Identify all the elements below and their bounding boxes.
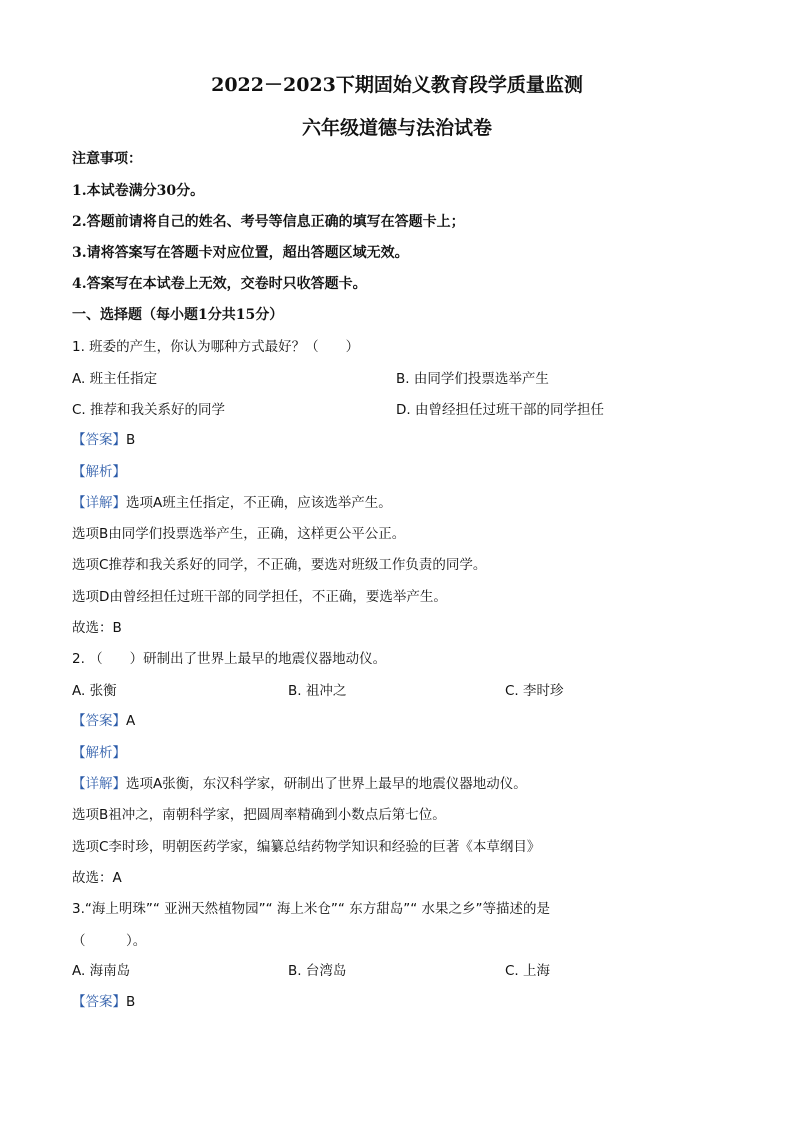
conclusion: 故选：A <box>72 870 122 886</box>
detail-tag: 【详解】 <box>72 776 126 792</box>
answer-line <box>72 712 135 730</box>
option-c: C. 李时珍 <box>505 683 564 699</box>
option-c: C. 推荐和我关系好的同学 <box>72 402 226 418</box>
detail-tag: 【详解】 <box>72 495 126 511</box>
detail-text: 选项A张衡，东汉科学家，研制出了世界上最早的地震仪器地动仪。 <box>126 776 527 792</box>
section-heading: 一、选择题（每小题1分共15分） <box>72 307 284 323</box>
exam-title: 2022－2023下期固始义教育段学质量监测 <box>211 74 583 96</box>
answer-value: A <box>126 713 136 729</box>
detail-line: 选项B祖冲之，南朝科学家，把圆周率精确到小数点后第七位。 <box>72 807 446 823</box>
option-b: B. 由同学们投票选举产生 <box>396 371 549 387</box>
detail-text: 选项A班主任指定，不正确，应该选举产生。 <box>126 495 392 511</box>
answer-value: B <box>126 432 136 448</box>
note-item: 3.请将答案写在答题卡对应位置，超出答题区域无效。 <box>72 245 409 261</box>
option-a: A. 张衡 <box>72 683 117 699</box>
answer-tag: 【答案】 <box>72 713 126 729</box>
question-stem: 1. 班委的产生，你认为哪种方式最好？（ ） <box>72 339 360 355</box>
option-c: C. 上海 <box>505 963 551 979</box>
analysis-tag: 【解析】 <box>72 464 126 480</box>
option-b: B. 祖冲之 <box>288 683 347 699</box>
detail-line <box>72 775 527 793</box>
answer-tag: 【答案】 <box>72 994 126 1010</box>
exam-subtitle: 六年级道德与法治试卷 <box>301 117 492 139</box>
option-d: D. 由曾经担任过班干部的同学担任 <box>396 402 604 418</box>
detail-line <box>72 494 392 512</box>
note-item: 2.答题前请将自己的姓名、考号等信息正确的填写在答题卡上； <box>72 214 465 230</box>
option-a: A. 海南岛 <box>72 963 131 979</box>
option-a: A. 班主任指定 <box>72 371 158 387</box>
note-item: 1.本试卷满分30分。 <box>72 183 205 199</box>
analysis-tag: 【解析】 <box>72 745 126 761</box>
option-b: B. 台湾岛 <box>288 963 347 979</box>
answer-tag: 【答案】 <box>72 432 126 448</box>
conclusion: 故选：B <box>72 620 122 636</box>
notes-heading: 注意事项： <box>72 151 142 167</box>
note-item: 4.答案写在本试卷上无效，交卷时只收答题卡。 <box>72 276 367 292</box>
answer-value: B <box>126 994 136 1010</box>
answer-line <box>72 431 135 449</box>
question-stem: 2. （ ）研制出了世界上最早的地震仪器地动仪。 <box>72 651 387 667</box>
detail-line: 选项B由同学们投票选举产生，正确，这样更公平公正。 <box>72 526 406 542</box>
detail-line: 选项C李时珍，明朝医药学家，编纂总结药物学知识和经验的巨著《本草纲目》 <box>72 839 541 855</box>
question-stem-cont: （ ）。 <box>72 933 147 949</box>
detail-line: 选项C推荐和我关系好的同学，不正确，要选对班级工作负责的同学。 <box>72 557 487 573</box>
detail-line: 选项D由曾经担任过班干部的同学担任，不正确，要选举产生。 <box>72 589 447 605</box>
question-stem: 3.“海上明珠”“ 亚洲天然植物园”“ 海上米仓”“ 东方甜岛”“ 水果之乡”等描述的是 <box>72 901 550 917</box>
answer-line <box>72 993 135 1011</box>
